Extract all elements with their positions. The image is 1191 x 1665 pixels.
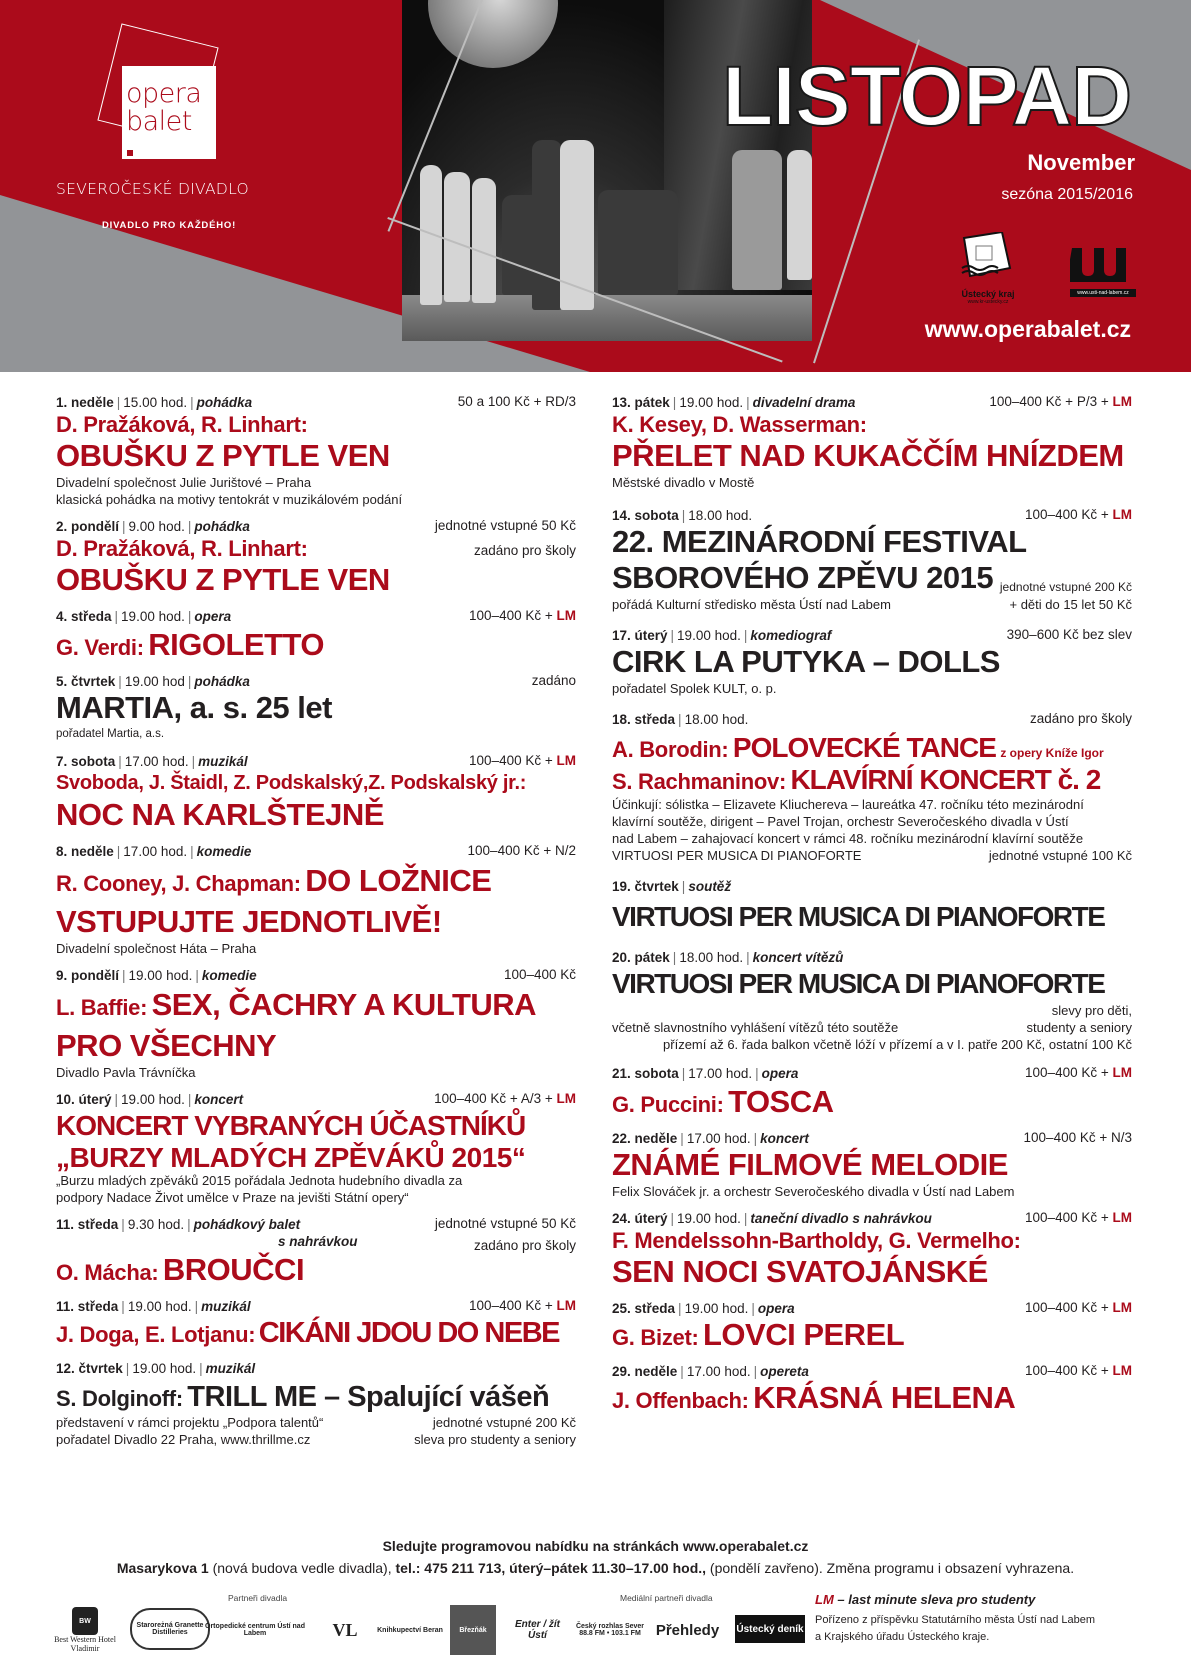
- event-note: „Burzu mladých zpěváků 2015 pořádala Jednota hudebního divadla za: [56, 1173, 463, 1188]
- event-price: 100–400 Kč + LM: [1025, 1300, 1132, 1315]
- media-logo-cesky-rozhlas[interactable]: Český rozhlas Sever 88.8 FM • 103.1 FM: [575, 1623, 645, 1637]
- event-title-line2: SBOROVÉHO ZPĚVU 2015: [612, 560, 994, 595]
- logo-text: opera balet: [126, 78, 202, 137]
- lm-badge: LM: [1112, 1300, 1132, 1315]
- photo-figure: [732, 150, 782, 290]
- event-price-note: jednotné vstupné 200 Kč: [999, 580, 1132, 594]
- partner-logo-ortopedicke-centrum[interactable]: Ortopedické centrum Ústí nad Labem: [205, 1623, 305, 1637]
- event-note: Divadelní společnost Háta – Praha: [56, 941, 257, 956]
- event-note: Divadlo Pavla Trávníčka: [56, 1065, 196, 1080]
- event-meta: 22. neděle | 17.00 hod. | koncert: [612, 1131, 809, 1146]
- lm-badge: LM: [1112, 394, 1132, 409]
- media-logo-prehledy[interactable]: Přehledy: [655, 1621, 720, 1639]
- partner-logo-vl[interactable]: VL: [332, 1619, 358, 1640]
- event-author: D. Pražáková, R. Linhart:: [56, 412, 308, 437]
- event-title: SEX, ČACHRY A KULTURA: [151, 987, 537, 1022]
- event-title: OBUŠKU Z PYTLE VEN: [56, 562, 390, 597]
- event-author: A. Borodin:: [612, 737, 729, 762]
- event-item: [612, 711, 1132, 864]
- event-title: PŘELET NAD KUKAČČÍM HNÍZDEM: [612, 438, 1124, 473]
- event-author: D. Pražáková, R. Linhart:: [56, 536, 308, 561]
- opera-balet-logo[interactable]: [122, 66, 216, 159]
- event-price-note: zadáno pro školy: [473, 543, 576, 558]
- photo-figure: [532, 140, 562, 310]
- event-author: Svoboda, J. Štaidl, Z. Podskalský,Z. Podskalský jr.:: [56, 772, 527, 794]
- event-note-row: pořadatel Divadlo 22 Praha, www.thrillme.cz sleva pro studenty a seniory: [56, 1432, 576, 1447]
- event-meta: 7. sobota | 17.00 hod. | muzikál: [56, 754, 248, 769]
- event-price: 100–400 Kč: [503, 967, 576, 982]
- event-item: [612, 1130, 1132, 1200]
- event-item: [612, 1210, 1132, 1290]
- event-note: přízemí až 6. řada balkon včetně lóží v přízemí a v I. patře 200 Kč, ostatní 100 Kč: [663, 1037, 1132, 1052]
- event-author: L. Baffie:: [56, 995, 148, 1020]
- event-author-2: S. Rachmaninov:: [612, 769, 786, 794]
- event-meta: 24. úterý | 19.00 hod. | taneční divadlo s nahrávkou: [612, 1211, 932, 1226]
- event-title: VIRTUOSI PER MUSICA DI PIANOFORTE: [612, 901, 1105, 932]
- event-title: MARTIA, a. s. 25 let: [56, 690, 332, 725]
- event-title-line2: „BURZY MLADÝCH ZPĚVÁKŮ 2015“: [56, 1142, 526, 1173]
- month-title: LISTOPAD: [722, 49, 1131, 143]
- events-column-left: [56, 394, 576, 1458]
- event-price: 390–600 Kč bez slev: [1006, 627, 1132, 642]
- event-item: [612, 1065, 1132, 1120]
- lm-legend: LM – last minute sleva pro studenty: [815, 1592, 1036, 1607]
- event-author: J. Offenbach:: [612, 1388, 749, 1413]
- funding-note: Pořízeno z příspěvku Statutárního města Ústí nad Labem a Krajského úřadu Ústeckého kraje.: [815, 1614, 1096, 1643]
- phone-number[interactable]: tel.: 475 211 713, úterý–pátek 11.30–17.00 hod.,: [395, 1560, 707, 1576]
- event-title: OBUŠKU Z PYTLE VEN: [56, 438, 390, 473]
- event-price: 100–400 Kč + LM: [1025, 1065, 1132, 1080]
- partner-logo-enter-usti[interactable]: Enter / žít Ústí: [514, 1619, 560, 1641]
- event-price-note: zadáno pro školy: [473, 1238, 576, 1253]
- event-item: [612, 394, 1132, 491]
- event-note: pořadatel Martia, a.s.: [56, 728, 165, 740]
- website-link[interactable]: www.operabalet.cz: [924, 316, 1131, 342]
- event-meta: 12. čtvrtek | 19.00 hod. | muzikál: [56, 1361, 256, 1376]
- event-title: TRILL ME – Spalující vášeň: [187, 1381, 550, 1413]
- event-meta: 19. čtvrtek | soutěž: [612, 879, 732, 894]
- event-author: O. Mácha:: [56, 1260, 159, 1285]
- event-title: RIGOLETTO: [148, 627, 324, 662]
- event-genre-line2: s nahrávkou: [278, 1234, 358, 1249]
- lm-badge: LM: [556, 608, 576, 623]
- region-emblem-icon: [958, 232, 1018, 284]
- event-item: [612, 1300, 1132, 1353]
- slogan: DIVADLO PRO KAŽDÉHO!: [102, 220, 237, 231]
- photo-figure: [787, 150, 812, 280]
- event-price: 100–400 Kč + LM: [1025, 507, 1132, 522]
- event-price: 50 a 100 Kč + RD/3: [457, 394, 576, 409]
- city-emblem-icon: [1070, 244, 1136, 284]
- event-item: [56, 608, 576, 663]
- event-note-row: včetně slavnostního vyhlášení vítězů této soutěže studenty a seniory: [612, 1020, 1132, 1035]
- event-meta: 25. středa | 19.00 hod. | opera: [612, 1301, 795, 1316]
- lm-badge: LM: [1112, 1363, 1132, 1378]
- event-title-line2: PRO VŠECHNY: [56, 1028, 277, 1063]
- event-title: CIRK LA PUTYKA – DOLLS: [612, 644, 1000, 679]
- event-meta: 2. pondělí | 9.00 hod. | pohádka: [56, 519, 250, 534]
- event-title: 22. MEZINÁRODNÍ FESTIVAL: [612, 524, 1027, 559]
- event-note-row: pořádá Kulturní středisko města Ústí nad Labem + děti do 15 let 50 Kč: [612, 597, 1132, 612]
- event-title: POLOVECKÉ TANCE: [732, 732, 996, 763]
- footer-contact: Masarykova 1 (nová budova vedle divadla), tel.: 475 211 713, úterý–pátek 11.30–17.00 hod., (pondělí zavřeno). Změna programu i obsazení vyhrazena.: [116, 1560, 1075, 1576]
- event-meta: 9. pondělí | 19.00 hod. | komedie: [56, 968, 257, 983]
- lm-badge: LM: [556, 753, 576, 768]
- event-author: S. Dolginoff:: [56, 1386, 183, 1411]
- event-price: 100–400 Kč + N/3: [1023, 1130, 1132, 1145]
- event-title-2: KLAVÍRNÍ KONCERT č. 2: [790, 764, 1101, 795]
- lm-badge: LM: [556, 1091, 576, 1106]
- event-price: 100–400 Kč + LM: [469, 1298, 576, 1313]
- event-meta: 11. středa | 19.00 hod. | muzikál: [56, 1299, 251, 1314]
- event-item: [56, 967, 576, 1081]
- event-title: ZNÁMÉ FILMOVÉ MELODIE: [612, 1147, 1008, 1182]
- usti-nad-labem-logo[interactable]: www.usti-nad-labem.cz: [1070, 244, 1136, 294]
- photo-figure: [472, 178, 496, 303]
- event-note-row: VIRTUOSI PER MUSICA DI PIANOFORTE jednotné vstupné 100 Kč: [612, 848, 1132, 863]
- event-price: jednotné vstupné 50 Kč: [434, 1216, 576, 1231]
- lm-badge: LM: [1112, 1210, 1132, 1225]
- event-item: [612, 1363, 1132, 1416]
- event-item: [612, 627, 1132, 697]
- event-meta: 29. neděle | 17.00 hod. | opereta: [612, 1364, 809, 1379]
- event-author: G. Verdi:: [56, 635, 144, 660]
- event-item: [612, 507, 1132, 613]
- event-note: Divadelní společnost Julie Jurištové – Praha: [56, 475, 312, 490]
- event-title: CIKÁNI JDOU DO NEBE: [258, 1317, 559, 1349]
- event-note: Felix Slováček jr. a orchestr Severočeského divadla v Ústí nad Labem: [612, 1184, 1015, 1199]
- event-note: klasická pohádka na motivy tentokrát v muzikálovém podání: [56, 492, 403, 507]
- event-price: 100–400 Kč + N/2: [467, 843, 576, 858]
- media-partners-label: Mediální partneři divadla: [620, 1593, 713, 1603]
- event-meta: 21. sobota | 17.00 hod. | opera: [612, 1066, 799, 1081]
- event-note: klavírní soutěže, dirigent – Pavel Trojan, orchestr Severočeského divadla v Ústí: [612, 814, 1069, 829]
- event-item: [56, 673, 576, 743]
- event-note-row: slevy pro děti,: [1051, 1003, 1132, 1018]
- logo-dot: [127, 150, 133, 156]
- event-meta: 8. neděle | 17.00 hod. | komedie: [56, 844, 252, 859]
- event-meta: 5. čtvrtek | 19.00 hod | pohádka: [56, 674, 250, 689]
- event-note: Účinkují: sólistka – Elizavete Kliuchereva – laureátka 47. ročníku této mezinárodní: [612, 797, 1084, 812]
- partner-logo-breznak[interactable]: Březňák: [450, 1605, 496, 1655]
- event-price: zadáno: [531, 673, 576, 688]
- event-item: [56, 518, 576, 598]
- event-author: R. Cooney, J. Chapman:: [56, 871, 301, 896]
- event-title-line2: VSTUPUJTE JEDNOTLIVĚ!: [56, 904, 442, 939]
- event-item: [56, 1091, 576, 1206]
- event-meta: 11. středa | 9.30 hod. | pohádkový balet: [56, 1217, 301, 1232]
- month-english: November: [1027, 150, 1135, 175]
- event-price: 100–400 Kč + P/3 + LM: [989, 394, 1132, 409]
- event-price: 100–400 Kč + LM: [469, 608, 576, 623]
- photo-figure: [444, 172, 470, 302]
- event-meta: 10. úterý | 19.00 hod. | koncert: [56, 1092, 244, 1107]
- event-title: BROUČCI: [162, 1252, 305, 1287]
- event-note: nad Labem – zahajovací koncert v rámci 48. ročníku mezinárodní klavírní soutěže: [612, 831, 1084, 846]
- theatre-name: SEVEROČESKÉ DIVADLO: [56, 180, 249, 198]
- event-note: podpory Nadace Život umělce v Praze na jevišti Státní opery“: [56, 1190, 409, 1205]
- event-item: [56, 843, 576, 957]
- photo-figure: [598, 190, 678, 295]
- photo-moon-prop: [428, 0, 558, 68]
- poster-header: [0, 0, 1191, 372]
- event-price: 100–400 Kč + A/3 + LM: [434, 1091, 576, 1106]
- event-title: KONCERT VYBRANÝCH ÚČASTNÍKŮ: [56, 1110, 526, 1141]
- event-item: [56, 1216, 576, 1288]
- partner-logo-beran[interactable]: Knihkupectví Beran: [377, 1626, 443, 1634]
- event-item: [56, 1360, 576, 1448]
- event-price: jednotné vstupné 50 Kč: [434, 518, 576, 533]
- partner-logo-best-western[interactable]: BW Best Western Hotel Vladimir: [50, 1605, 120, 1655]
- partner-logo-granette[interactable]: Staroreżná Granette Distilleries: [130, 1608, 210, 1650]
- event-price: 100–400 Kč + LM: [469, 753, 576, 768]
- event-note-row: představení v rámci projektu „Podpora talentů“ jednotné vstupné 200 Kč: [56, 1415, 576, 1430]
- event-meta: 1. neděle | 15.00 hod. | pohádka: [56, 395, 253, 410]
- footer-website-note: Sledujte programovou nabídku na stránkách www.operabalet.cz: [382, 1538, 809, 1554]
- event-title: TOSCA: [728, 1084, 834, 1119]
- events-column-right: [612, 394, 1132, 1426]
- event-item: [612, 878, 1132, 935]
- lm-badge: LM: [1112, 1065, 1132, 1080]
- event-title: VIRTUOSI PER MUSICA DI PIANOFORTE: [612, 968, 1105, 999]
- event-title: DO LOŽNICE: [305, 863, 492, 898]
- event-author: G. Bizet:: [612, 1325, 699, 1350]
- event-note: pořadatel Spolek KULT, o. p.: [612, 681, 777, 696]
- event-item: [56, 753, 576, 833]
- lm-badge: LM: [1112, 507, 1132, 522]
- ustecky-kraj-logo[interactable]: Ústecký kraj www.kr-ustecky.cz: [958, 232, 1018, 302]
- event-price: 100–400 Kč + LM: [1025, 1363, 1132, 1378]
- event-note: Městské divadlo v Mostě: [612, 475, 755, 490]
- event-author: K. Kesey, D. Wasserman:: [612, 412, 867, 437]
- season-label: sezóna 2015/2016: [1001, 186, 1133, 203]
- event-price: 100–400 Kč + LM: [1025, 1210, 1132, 1225]
- best-western-icon: BW: [72, 1607, 98, 1635]
- event-meta: 13. pátek | 19.00 hod. | divadelní drama: [612, 395, 856, 410]
- event-meta: 18. středa | 18.00 hod.: [612, 712, 749, 727]
- event-item: [56, 394, 576, 508]
- event-title: NOC NA KARLŠTEJNĚ: [56, 797, 384, 832]
- event-title-suffix: z opery Kníže Igor: [1000, 746, 1104, 760]
- partners-label: Partneři divadla: [228, 1593, 288, 1603]
- event-author: F. Mendelssohn-Bartholdy, G. Vermelho:: [612, 1228, 1021, 1253]
- event-title: KRÁSNÁ HELENA: [753, 1380, 1016, 1415]
- event-title: LOVCI PEREL: [702, 1317, 905, 1352]
- media-logo-ustecky-denik[interactable]: Ústecký deník: [735, 1615, 805, 1643]
- event-item: [56, 1298, 576, 1350]
- lm-badge: LM: [556, 1298, 576, 1313]
- event-title: SEN NOCI SVATOJÁNSKÉ: [612, 1254, 988, 1289]
- event-meta: 17. úterý | 19.00 hod. | komediograf: [612, 628, 832, 643]
- event-item: [612, 949, 1132, 1053]
- event-meta: 14. sobota | 18.00 hod.: [612, 508, 753, 523]
- event-price: zadáno pro školy: [1029, 711, 1132, 726]
- photo-figure: [560, 140, 594, 310]
- event-meta: 20. pátek | 18.00 hod. | koncert vítězů: [612, 950, 844, 965]
- event-author: G. Puccini:: [612, 1092, 724, 1117]
- event-author: J. Doga, E. Lotjanu:: [56, 1322, 256, 1347]
- event-meta: 4. středa | 19.00 hod. | opera: [56, 609, 232, 624]
